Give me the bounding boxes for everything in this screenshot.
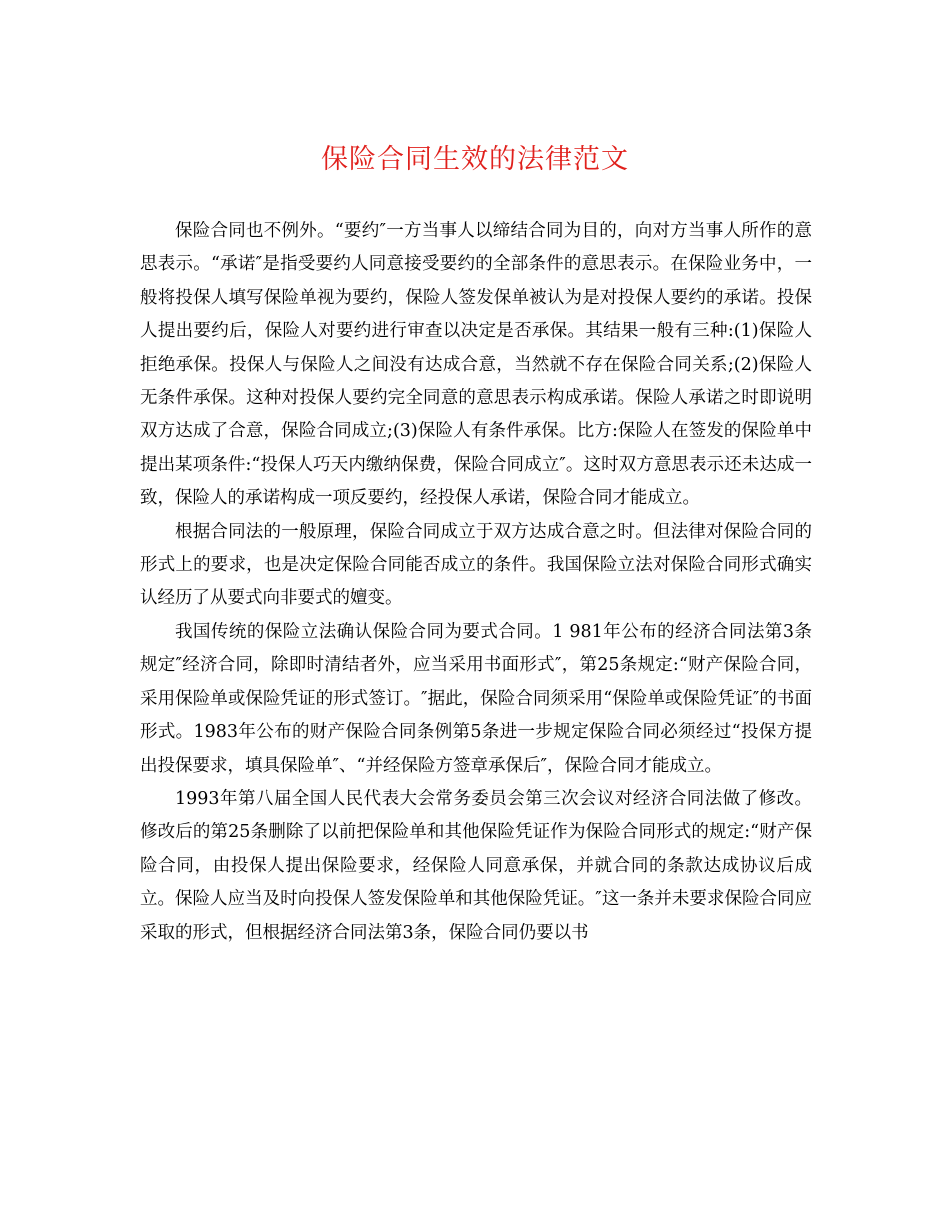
paragraph-2: 根据合同法的一般原理，保险合同成立于双方达成合意之时。但法律对保险合同的形式上的要求，也是决定保险合同能否成立的条件。我国保险立法对保险合同形式确实认经历了从要式向非要式的嬗变。: [140, 521, 812, 609]
document-body: [140, 215, 812, 950]
paragraph-3: 我国传统的保险立法确认保险合同为要式合同。1 981年公布的经济合同法第3条规定″经济合同，除即时清结者外，应当采用书面形式″，第25条规定:“财产保险合同，采用保险单或保险凭证的形式签订。″据此，保险合同须采用“保险单或保险凭证″的书面形式。1983年公布的财产保险合同条例第5条进一步规定保险合同必须经过“投保方提出投保要求，填具保险单″、“并经保险方签章承保后″，保险合同才能成立。: [140, 621, 812, 776]
paragraph-1: 保险合同也不例外。“要约″一方当事人以缔结合同为目的，向对方当事人所作的意思表示。“承诺″是指受要约人同意接受要约的全部条件的意思表示。在保险业务中，一般将投保人填写保险单视为要约，保险人签发保单被认为是对投保人要约的承诺。投保人提出要约后，保险人对要约进行审查以决定是否承保。其结果一般有三种:(1)保险人拒绝承保。投保人与保险人之间没有达成合意，当然就不存在保险合同关系;(2)保险人无条件承保。这种对投保人要约完全同意的意思表示构成承诺。保险人承诺之时即说明双方达成了合意，保险合同成立;(3)保险人有条件承保。比方:保险人在签发的保险单中提出某项条件:“投保人巧天内缴纳保费，保险合同成立″。这时双方意思表示还未达成一致，保险人的承诺构成一项反要约，经投保人承诺，保险合同才能成立。: [140, 221, 812, 509]
document-title: 保险合同生效的法律范文: [321, 144, 629, 175]
paragraph-4: 1993年第八届全国人民代表大会常务委员会第三次会议对经济合同法做了修改。修改后的第25条删除了以前把保险单和其他保险凭证作为保险合同形式的规定:“财产保险合同，由投保人提出保险要求，经保险人同意承保，并就合同的条款达成协议后成立。保险人应当及时向投保人签发保险单和其他保险凭证。″这一条并未要求保险合同应采取的形式，但根据经济合同法第3条，保险合同仍要以书: [140, 788, 812, 943]
